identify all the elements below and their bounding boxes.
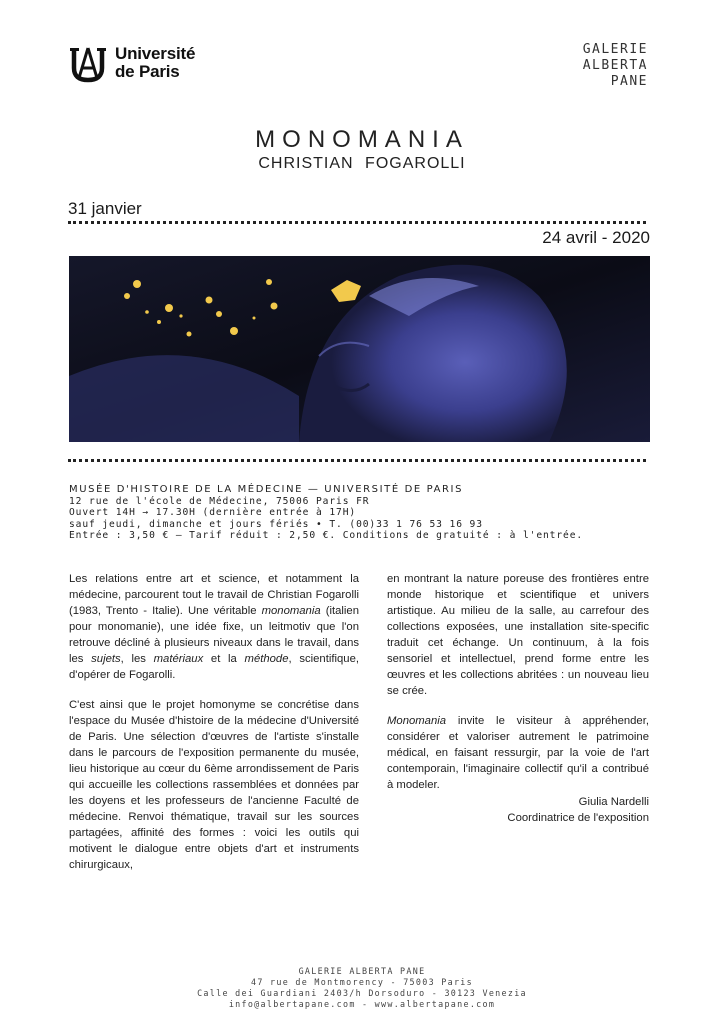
signature-role: Coordinatrice de l'exposition	[507, 812, 649, 824]
footer-address-venezia: Calle dei Guardiani 2403/h Dorsoduro - 30123 Venezia	[197, 988, 527, 998]
p1-em-monomania: monomania	[261, 605, 321, 617]
footer-gallery-name: GALERIE ALBERTA PANE	[298, 966, 426, 976]
university-name	[115, 45, 195, 81]
p1-text-a: Les relations entre art et science, et notamment la médecine, parcourent tout le travail de Christian Fogarolli (1983, Trento - Italie). Une véritable	[69, 573, 359, 617]
p1-em-methode: méthode	[244, 653, 289, 665]
footer	[0, 966, 724, 1010]
p1-text-c: , les	[120, 653, 154, 665]
venue-info	[69, 484, 583, 542]
footer-contact: info@albertapane.com - www.albertapane.com	[228, 999, 496, 1009]
exhibition-title: MONOMANIA	[255, 126, 469, 153]
date-end: 24 avril - 2020	[542, 228, 650, 247]
dotted-divider-bottom	[68, 459, 646, 462]
gallery-logo-line-3: PANE	[610, 74, 648, 89]
gallery-logo	[583, 42, 648, 90]
p4-text: invite le visiteur à appréhender, considérer et valoriser autrement le patrimoine médical, en faisant ressurgir, par la voie de l'art contemporain, l'imaginaire collectif qu'il a contribué à modeler.	[387, 715, 649, 791]
university-name-line-2: de Paris	[115, 62, 180, 81]
p4-em-monomania: Monomania	[387, 715, 447, 727]
footer-address-paris: 47 rue de Montmorency - 75003 Paris	[251, 977, 473, 987]
paragraph-3: en montrant la nature poreuse des frontières entre monde historique et scientifique et univers artistique. Au milieu de la salle, au carrefour des collections exposées, une installation site-specific traduit cet échange. Un continuum, à la fois sensoriel et intellectuel, prend forme entre les œuvres et les collections abritées : un nouveau lieu se crée.	[387, 573, 649, 697]
artist-name: CHRISTIAN FOGAROLLI	[258, 155, 466, 172]
p1-em-materiaux: matériaux	[153, 653, 204, 665]
university-name-line-1: Université	[115, 44, 196, 63]
p1-text-e: , scientifique, d'opérer de Fogarolli.	[69, 653, 359, 681]
p1-text-b: (italien pour monomanie), une idée fixe, un leitmotiv que l'on retrouve décliné à plusieurs niveaux dans le travail, dans les	[69, 605, 359, 665]
venue-closed-days: sauf jeudi, dimanche et jours fériés • T. (00)33 1 76 53 16 93	[69, 518, 483, 530]
text-column-right	[387, 571, 649, 807]
text-column-left	[69, 571, 359, 887]
venue-hours: Ouvert 14H → 17.30H (dernière entrée à 17H)	[69, 507, 357, 519]
paragraph-2: C'est ainsi que le projet homonyme se concrétise dans l'espace du Musée d'histoire de la médecine d'Université de Paris. Une sélection d'œuvres de l'artiste s'installe dans le parcours de l'exposition permanente du musée, lieu historique au cœur du 6ème arrondissement de Paris qui accueille les collections rassemblées et données par les doyens et les professeurs de l'ancienne Faculté de médecine. Renvoi thématique, travail sur les sources partagées, affinité des formes : voici les outils qui motivent le dialogue entre objets d'art et instruments chirurgicaux,	[69, 699, 359, 871]
venue-prices: Entrée : 3,50 € – Tarif réduit : 2,50 €. Conditions de gratuité : à l'entrée.	[69, 530, 584, 542]
p1-text-d: et la	[203, 653, 245, 665]
signature-name: Giulia Nardelli	[578, 796, 649, 808]
venue-name: MUSÉE D'HISTOIRE DE LA MÉDECINE — UNIVERSITÉ DE PARIS	[69, 484, 464, 495]
p1-em-sujets: sujets	[91, 653, 121, 665]
dotted-divider-top	[68, 221, 646, 224]
venue-address: 12 rue de l'école de Médecine, 75006 Paris FR	[69, 495, 370, 507]
universite-de-paris-logo-icon	[68, 44, 108, 84]
exhibition-photo	[69, 256, 650, 442]
signature	[387, 794, 649, 826]
paragraph-4	[387, 713, 649, 793]
paragraph-1	[69, 571, 359, 683]
gallery-logo-line-1: GALERIE	[582, 42, 648, 57]
date-start: 31 janvier	[68, 199, 142, 218]
gallery-logo-line-2: ALBERTA	[582, 58, 648, 73]
